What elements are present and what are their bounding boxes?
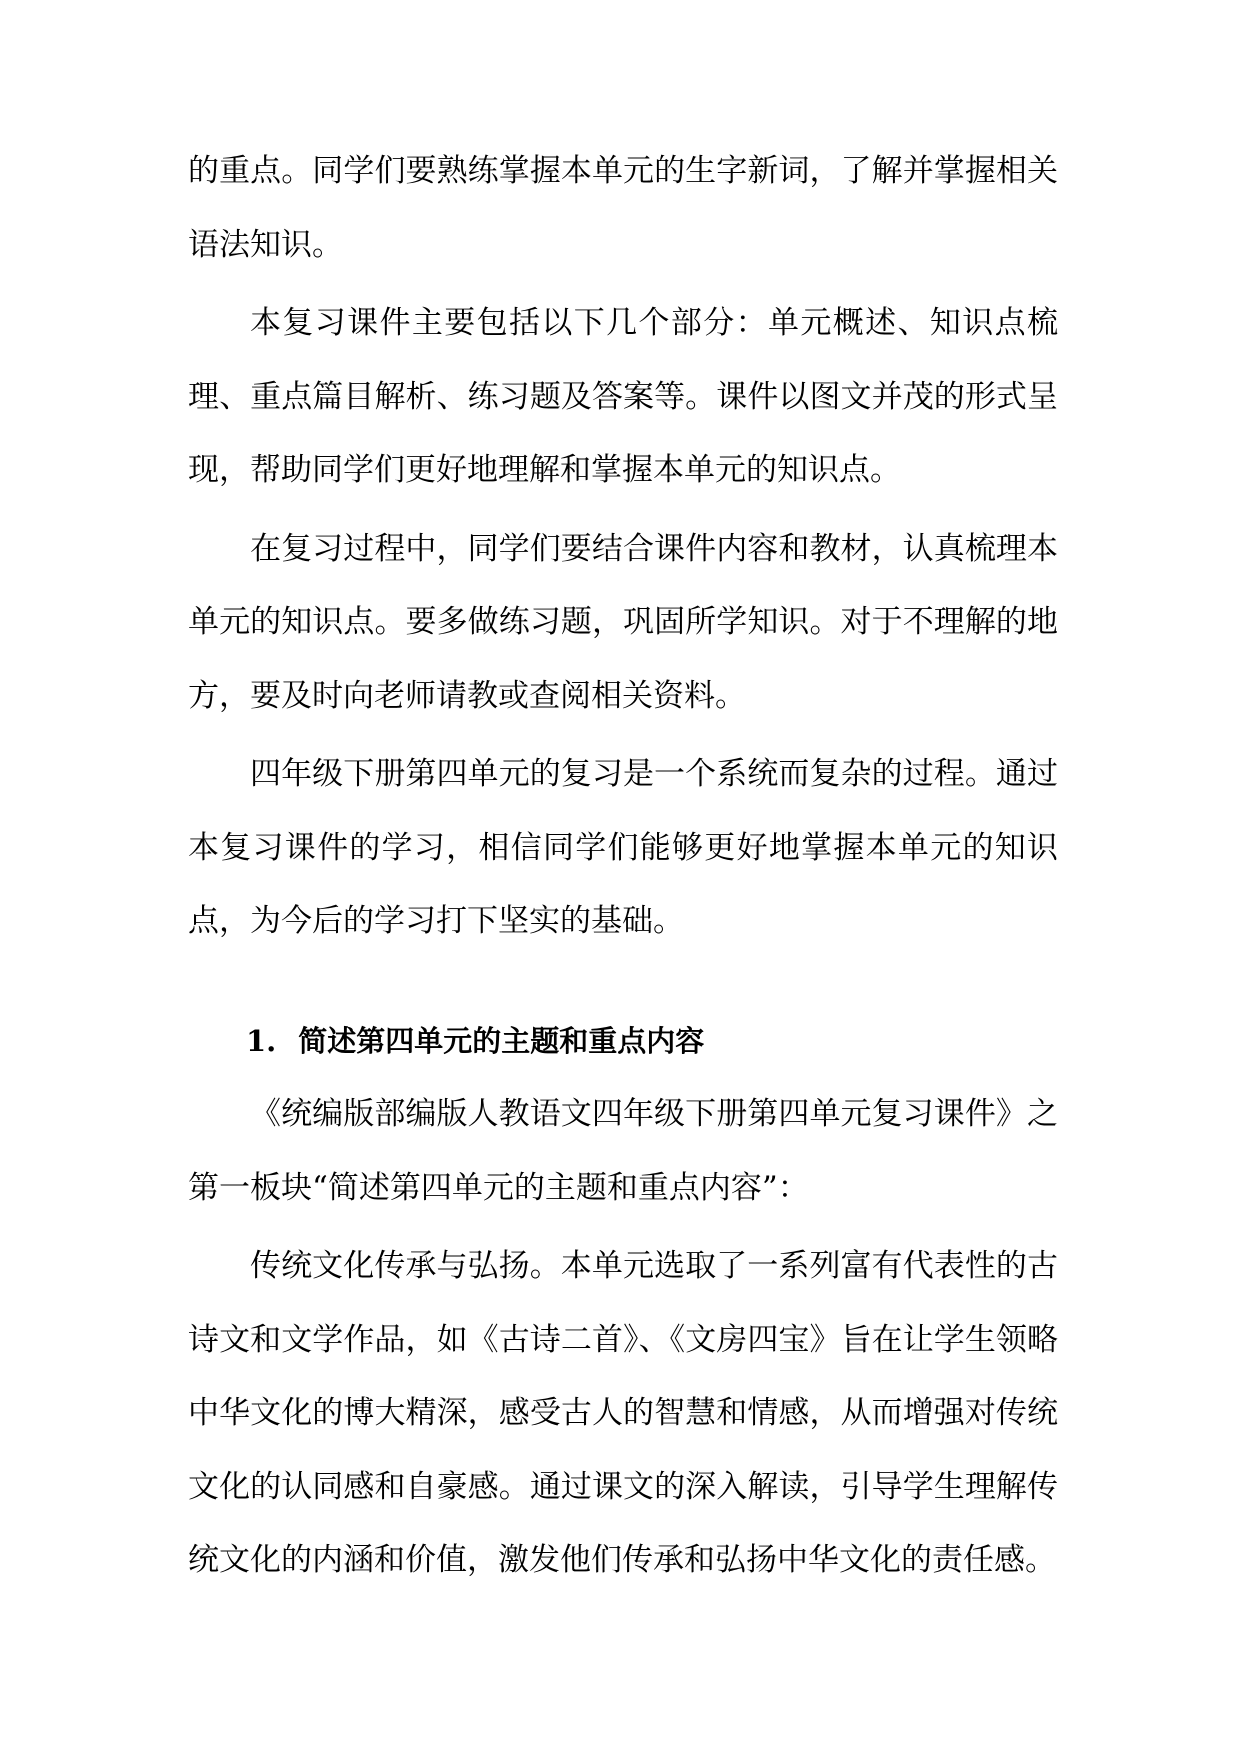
section-body-paragraph: 传统文化传承与弘扬。本单元选取了一系列富有代表性的古诗文和文学作品，如《古诗二首》、《文房四宝》旨在让学生领略中华文化的博大精深，感受古人的智慧和情感，从而增强对传统文化的认同感和自豪感。通过课文的深入解读，引导学生理解传统文化的内涵和价值，激发他们传承和弘扬中华文化的责任感。 bbox=[188, 1248, 1058, 1578]
section-title: 简述第四单元的主题和重点内容 bbox=[298, 1023, 705, 1058]
section-heading bbox=[188, 1005, 1058, 1079]
paragraph-continued: 的重点。同学们要熟练掌握本单元的生字新词，了解并掌握相关语法知识。 bbox=[188, 153, 1058, 263]
paragraph-review-process: 在复习过程中，同学们要结合课件内容和教材，认真梳理本单元的知识点。要多做练习题，巩固所学知识。对于不理解的地方，要及时向老师请教或查阅相关资料。 bbox=[188, 530, 1058, 714]
section-number: 1. bbox=[246, 1023, 277, 1058]
paragraph-conclusion: 四年级下册第四单元的复习是一个系统而复杂的过程。通过本复习课件的学习，相信同学们能够更好地掌握本单元的知识点，为今后的学习打下坚实的基础。 bbox=[188, 756, 1058, 939]
paragraph-courseware-parts: 本复习课件主要包括以下几个部分：单元概述、知识点梳理、重点篇目解析、练习题及答案等。课件以图文并茂的形式呈现，帮助同学们更好地理解和掌握本单元的知识点。 bbox=[188, 305, 1058, 488]
page-content bbox=[188, 135, 1058, 1598]
section-intro-paragraph: 《统编版部编版人教语文四年级下册第四单元复习课件》之第一板块“简述第四单元的主题和重点内容”： bbox=[188, 1096, 1058, 1206]
